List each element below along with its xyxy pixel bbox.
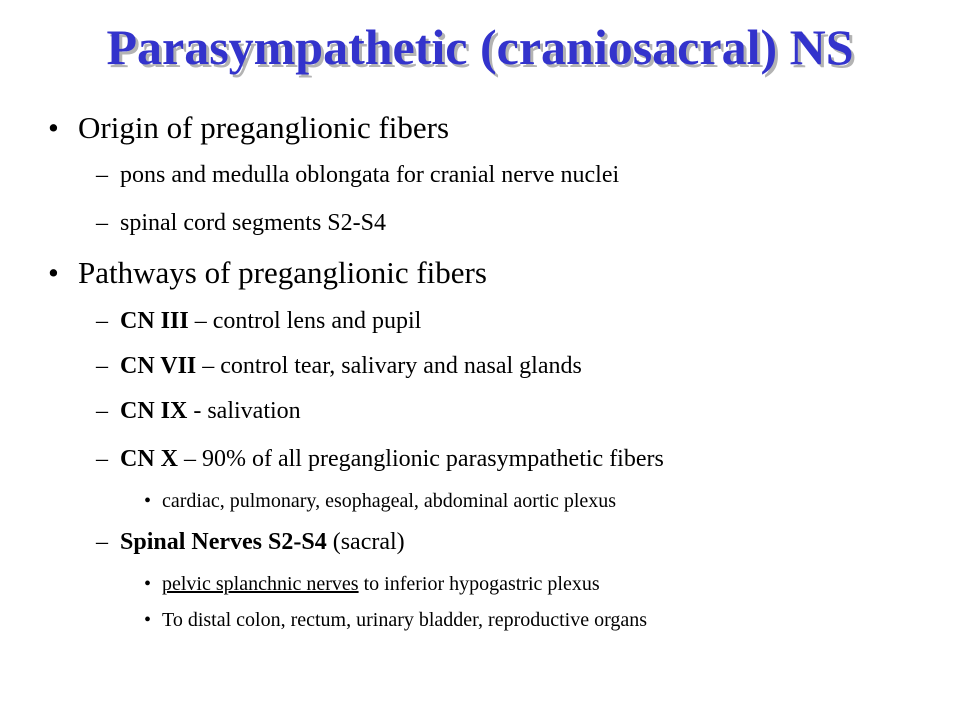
pathway-item [96,353,582,380]
dash-icon: – [96,398,108,424]
pathway-nerve: CN III [120,308,189,334]
pathway-text: – 90% of all preganglionic parasympathetic fibers [178,446,664,472]
pathway-nerve: CN VII [120,353,197,379]
pathway-item [96,308,421,335]
sub-item [144,573,600,596]
sub-item-text: cardiac, pulmonary, esophageal, abdominal aortic plexus [162,490,617,512]
pathway-text: – control tear, salivary and nasal glands [196,353,582,379]
origin-item [96,210,386,237]
dash-icon: – [96,529,108,555]
sub-item-text: To distal colon, rectum, urinary bladder, reproductive organs [162,609,648,631]
bullet-icon: • [48,255,59,290]
pathways-heading: Pathways of preganglionic fibers [78,255,487,290]
bullet-icon: • [144,573,152,595]
origin-item [96,162,619,189]
sub-item [144,490,616,513]
dash-icon: – [96,308,108,334]
origin-bullet [48,110,449,146]
pathway-text: (sacral) [326,529,405,555]
dash-icon: – [96,353,108,379]
bullet-icon: • [144,490,152,512]
page-title: Parasympathetic (craniosacral) NS [106,19,854,75]
pathway-text: - salivation [187,398,301,424]
dash-icon: – [96,210,108,236]
pathway-text: – control lens and pupil [188,308,422,334]
dash-icon: – [96,446,108,472]
pathway-nerve: CN X [120,446,178,472]
pathway-item [96,446,664,473]
origin-item-text: spinal cord segments S2-S4 [120,210,386,236]
dash-icon: – [96,162,108,188]
origin-heading: Origin of preganglionic fibers [78,110,450,145]
underlined-term: pelvic splanchnic nerves [162,573,359,595]
pathways-bullet [48,255,487,291]
pathway-item [96,398,301,425]
pathway-nerve: Spinal Nerves S2-S4 [120,529,327,555]
sub-item-text: to inferior hypogastric plexus [358,573,600,595]
bullet-icon: • [144,609,152,631]
pathway-item [96,529,405,556]
pathway-nerve: CN IX [120,398,188,424]
bullet-icon: • [48,110,59,145]
origin-item-text: pons and medulla oblongata for cranial nerve nuclei [120,162,620,188]
sub-item [144,609,647,632]
